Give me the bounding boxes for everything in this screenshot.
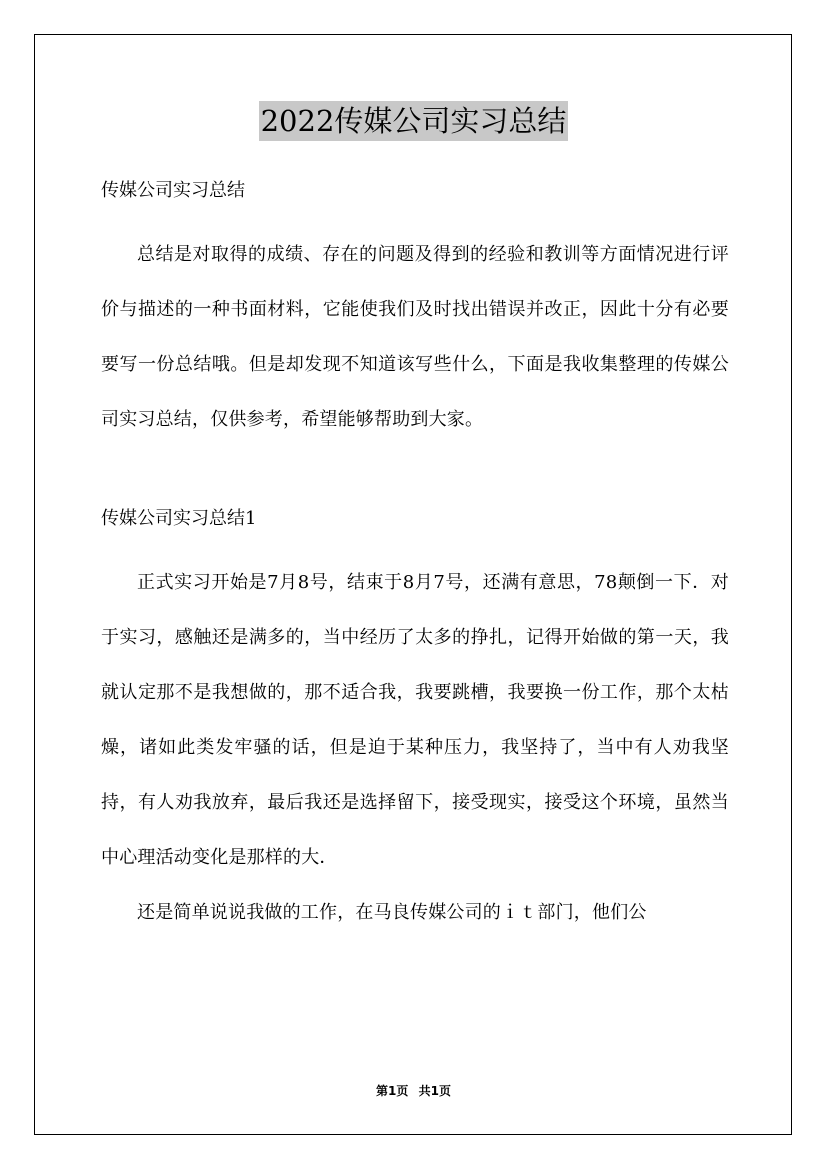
title-container	[0, 101, 827, 141]
section1-paragraph-2: 还是简单说说我做的工作，在马良传媒公司的ｉｔ部门，他们公	[137, 902, 647, 923]
page-number: 第1页	[376, 1084, 409, 1098]
page-total: 共1页	[418, 1084, 451, 1098]
page-footer	[0, 1082, 827, 1099]
section1-heading: 传媒公司实习总结1	[101, 508, 257, 529]
intro-paragraph: 总结是对取得的成绩、存在的问题及得到的经验和教训等方面情况进行评价与描述的一种书面材料，它能使我们及时找出错误并改正，因此十分有必要要写一份总结哦。但是却发现不知道该写些什么，下面是我收集整理的传媒公司实习总结，仅供参考，希望能够帮助到大家。	[101, 244, 729, 430]
document-body	[101, 173, 729, 940]
document-title: 2022传媒公司实习总结	[259, 101, 569, 141]
intro-heading: 传媒公司实习总结	[101, 180, 245, 201]
section1-paragraph-1: 正式实习开始是7月8号，结束于8月7号，还满有意思，78颠倒一下．对于实习，感触还是满多的，当中经历了太多的挣扎，记得开始做的第一天，我就认定那不是我想做的，那不适合我，我要跳槽，我要换一份工作，那个太枯燥，诸如此类发牢骚的话，但是迫于某种压力，我坚持了，当中有人劝我坚持，有人劝我放弃，最后我还是选择留下，接受现实，接受这个环境，虽然当中心理活动变化是那样的大．	[101, 572, 729, 868]
